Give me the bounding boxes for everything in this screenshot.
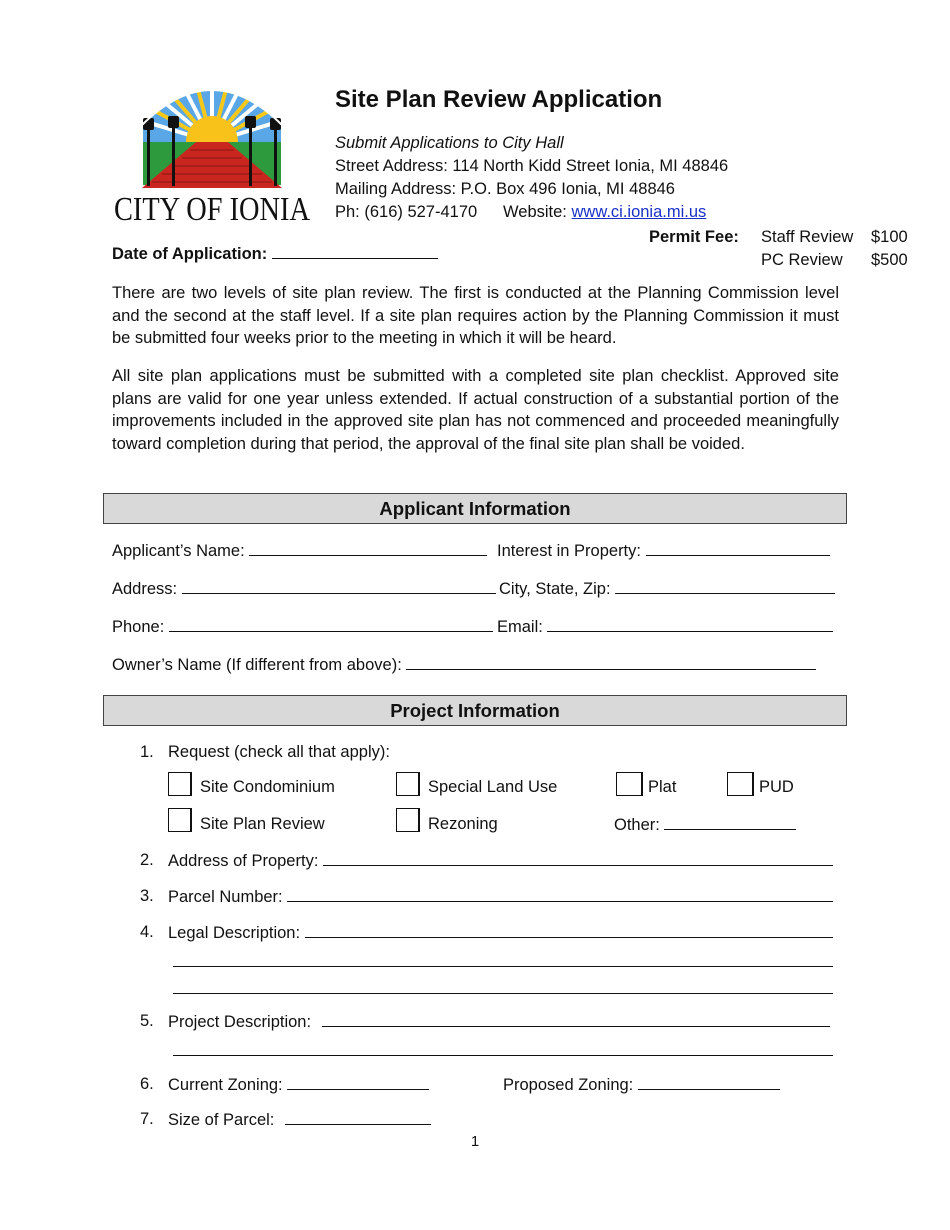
label-plat: Plat <box>648 778 677 796</box>
fee-name-staff: Staff Review <box>761 228 854 246</box>
applicant-info-heading: Applicant Information <box>103 493 847 524</box>
address-field[interactable] <box>182 579 496 594</box>
phone-number: Ph: (616) 527-4170 <box>335 203 478 221</box>
project-description-label: Project Description: <box>168 1013 312 1031</box>
proposed-zoning-label: Proposed Zoning: <box>503 1076 634 1094</box>
address-row <box>112 579 496 599</box>
parcel-size-field[interactable] <box>285 1110 431 1125</box>
email-field[interactable] <box>547 617 833 632</box>
owner-label: Owner’s Name (If different from above): <box>112 656 402 674</box>
legal-description-line-2[interactable] <box>173 966 833 967</box>
city-label: City, State, Zip: <box>499 580 611 598</box>
review-levels-paragraph: There are two levels of site plan review. The first is conducted at the Planning Commission level and the second at the staff level. If a site plan requires action by the Planning Commission it must be submitted four weeks prior to the meeting in which it will be heard. <box>112 284 839 348</box>
interest-field[interactable] <box>646 541 830 556</box>
proposed-zoning-row <box>503 1075 780 1095</box>
parcel-number-label: Parcel Number: <box>168 888 283 906</box>
date-of-application <box>112 244 438 264</box>
owner-field[interactable] <box>406 655 816 670</box>
parcel-number-row <box>168 887 833 907</box>
page-number: 1 <box>470 1133 480 1150</box>
label-site-plan-review: Site Plan Review <box>200 815 325 833</box>
label-pud: PUD <box>759 778 794 796</box>
address-label: Address: <box>112 580 178 598</box>
checkbox-rezoning[interactable] <box>396 808 420 832</box>
current-zoning-label: Current Zoning: <box>168 1076 283 1094</box>
applicant-name-field[interactable] <box>249 541 487 556</box>
applicant-name-row <box>112 541 487 561</box>
item-6-number: 6. <box>140 1075 154 1093</box>
property-address-label: Address of Property: <box>168 852 319 870</box>
city-logo <box>110 80 314 228</box>
item-4-number: 4. <box>140 923 154 941</box>
applicant-name-label: Applicant’s Name: <box>112 542 245 560</box>
checkbox-special-land-use[interactable] <box>396 772 420 796</box>
mailing-address: Mailing Address: P.O. Box 496 Ionia, MI 48846 <box>335 180 675 198</box>
parcel-size-row <box>168 1110 431 1130</box>
email-label: Email: <box>497 618 543 636</box>
legal-description-line-3[interactable] <box>173 993 833 994</box>
item-5-number: 5. <box>140 1012 154 1030</box>
checklist-paragraph: All site plan applications must be submitted with a completed site plan checklist. Approved site plans are valid for one year unless extended. If actual construction of a substantial portion of the improvements included in the approved site plan has not commenced and proceeded meaningfully toward completion during that period, the approval of the final site plan shall be voided. <box>112 367 839 454</box>
label-rezoning: Rezoning <box>428 815 498 833</box>
other-field[interactable] <box>664 815 796 830</box>
legal-description-row <box>168 923 833 943</box>
project-description-row <box>168 1012 830 1032</box>
proposed-zoning-field[interactable] <box>638 1075 780 1090</box>
property-address-field[interactable] <box>323 851 833 866</box>
date-field[interactable] <box>272 244 438 259</box>
interest-row <box>497 541 830 561</box>
other-label: Other: <box>614 816 660 834</box>
project-info-heading: Project Information <box>103 695 847 726</box>
property-address-row <box>168 851 833 871</box>
project-description-line-2[interactable] <box>173 1055 833 1056</box>
city-field[interactable] <box>615 579 835 594</box>
parcel-number-field[interactable] <box>287 887 833 902</box>
website-label: Website: <box>503 203 567 221</box>
label-site-condominium: Site Condominium <box>200 778 335 796</box>
phone-field[interactable] <box>169 617 493 632</box>
checkbox-site-condominium[interactable] <box>168 772 192 796</box>
page-title: Site Plan Review Application <box>335 86 663 113</box>
checkbox-pud[interactable] <box>727 772 754 796</box>
logo-text: CITY OF IONIA <box>114 191 311 228</box>
current-zoning-field[interactable] <box>287 1075 429 1090</box>
website-line <box>503 203 706 222</box>
phone-label: Phone: <box>112 618 165 636</box>
checkbox-plat[interactable] <box>616 772 643 796</box>
website-link[interactable]: www.ci.ionia.mi.us <box>571 203 707 221</box>
street-address: Street Address: 114 North Kidd Street Ionia, MI 48846 <box>335 157 729 175</box>
other-row <box>614 815 796 835</box>
owner-row <box>112 655 816 675</box>
item-7-number: 7. <box>140 1110 154 1128</box>
city-row <box>499 579 835 599</box>
current-zoning-row <box>168 1075 429 1095</box>
item-3-number: 3. <box>140 887 154 905</box>
submit-instructions: Submit Applications to City Hall <box>335 134 564 152</box>
item-1-number: 1. <box>140 743 154 761</box>
project-description-field[interactable] <box>322 1012 830 1027</box>
legal-description-field[interactable] <box>305 923 833 938</box>
item-2-number: 2. <box>140 851 154 869</box>
email-row <box>497 617 833 637</box>
phone-row <box>112 617 493 637</box>
label-special-land-use: Special Land Use <box>428 778 558 796</box>
parcel-size-label: Size of Parcel: <box>168 1111 275 1129</box>
interest-label: Interest in Property: <box>497 542 641 560</box>
fee-amount-pc: $500 <box>871 251 908 269</box>
date-label: Date of Application: <box>112 245 268 263</box>
permit-fee-label: Permit Fee: <box>649 228 739 246</box>
fee-amount-staff: $100 <box>871 228 908 246</box>
fee-name-pc: PC Review <box>761 251 843 269</box>
legal-description-label: Legal Description: <box>168 924 301 942</box>
checkbox-site-plan-review[interactable] <box>168 808 192 832</box>
request-label: Request (check all that apply): <box>168 743 390 761</box>
